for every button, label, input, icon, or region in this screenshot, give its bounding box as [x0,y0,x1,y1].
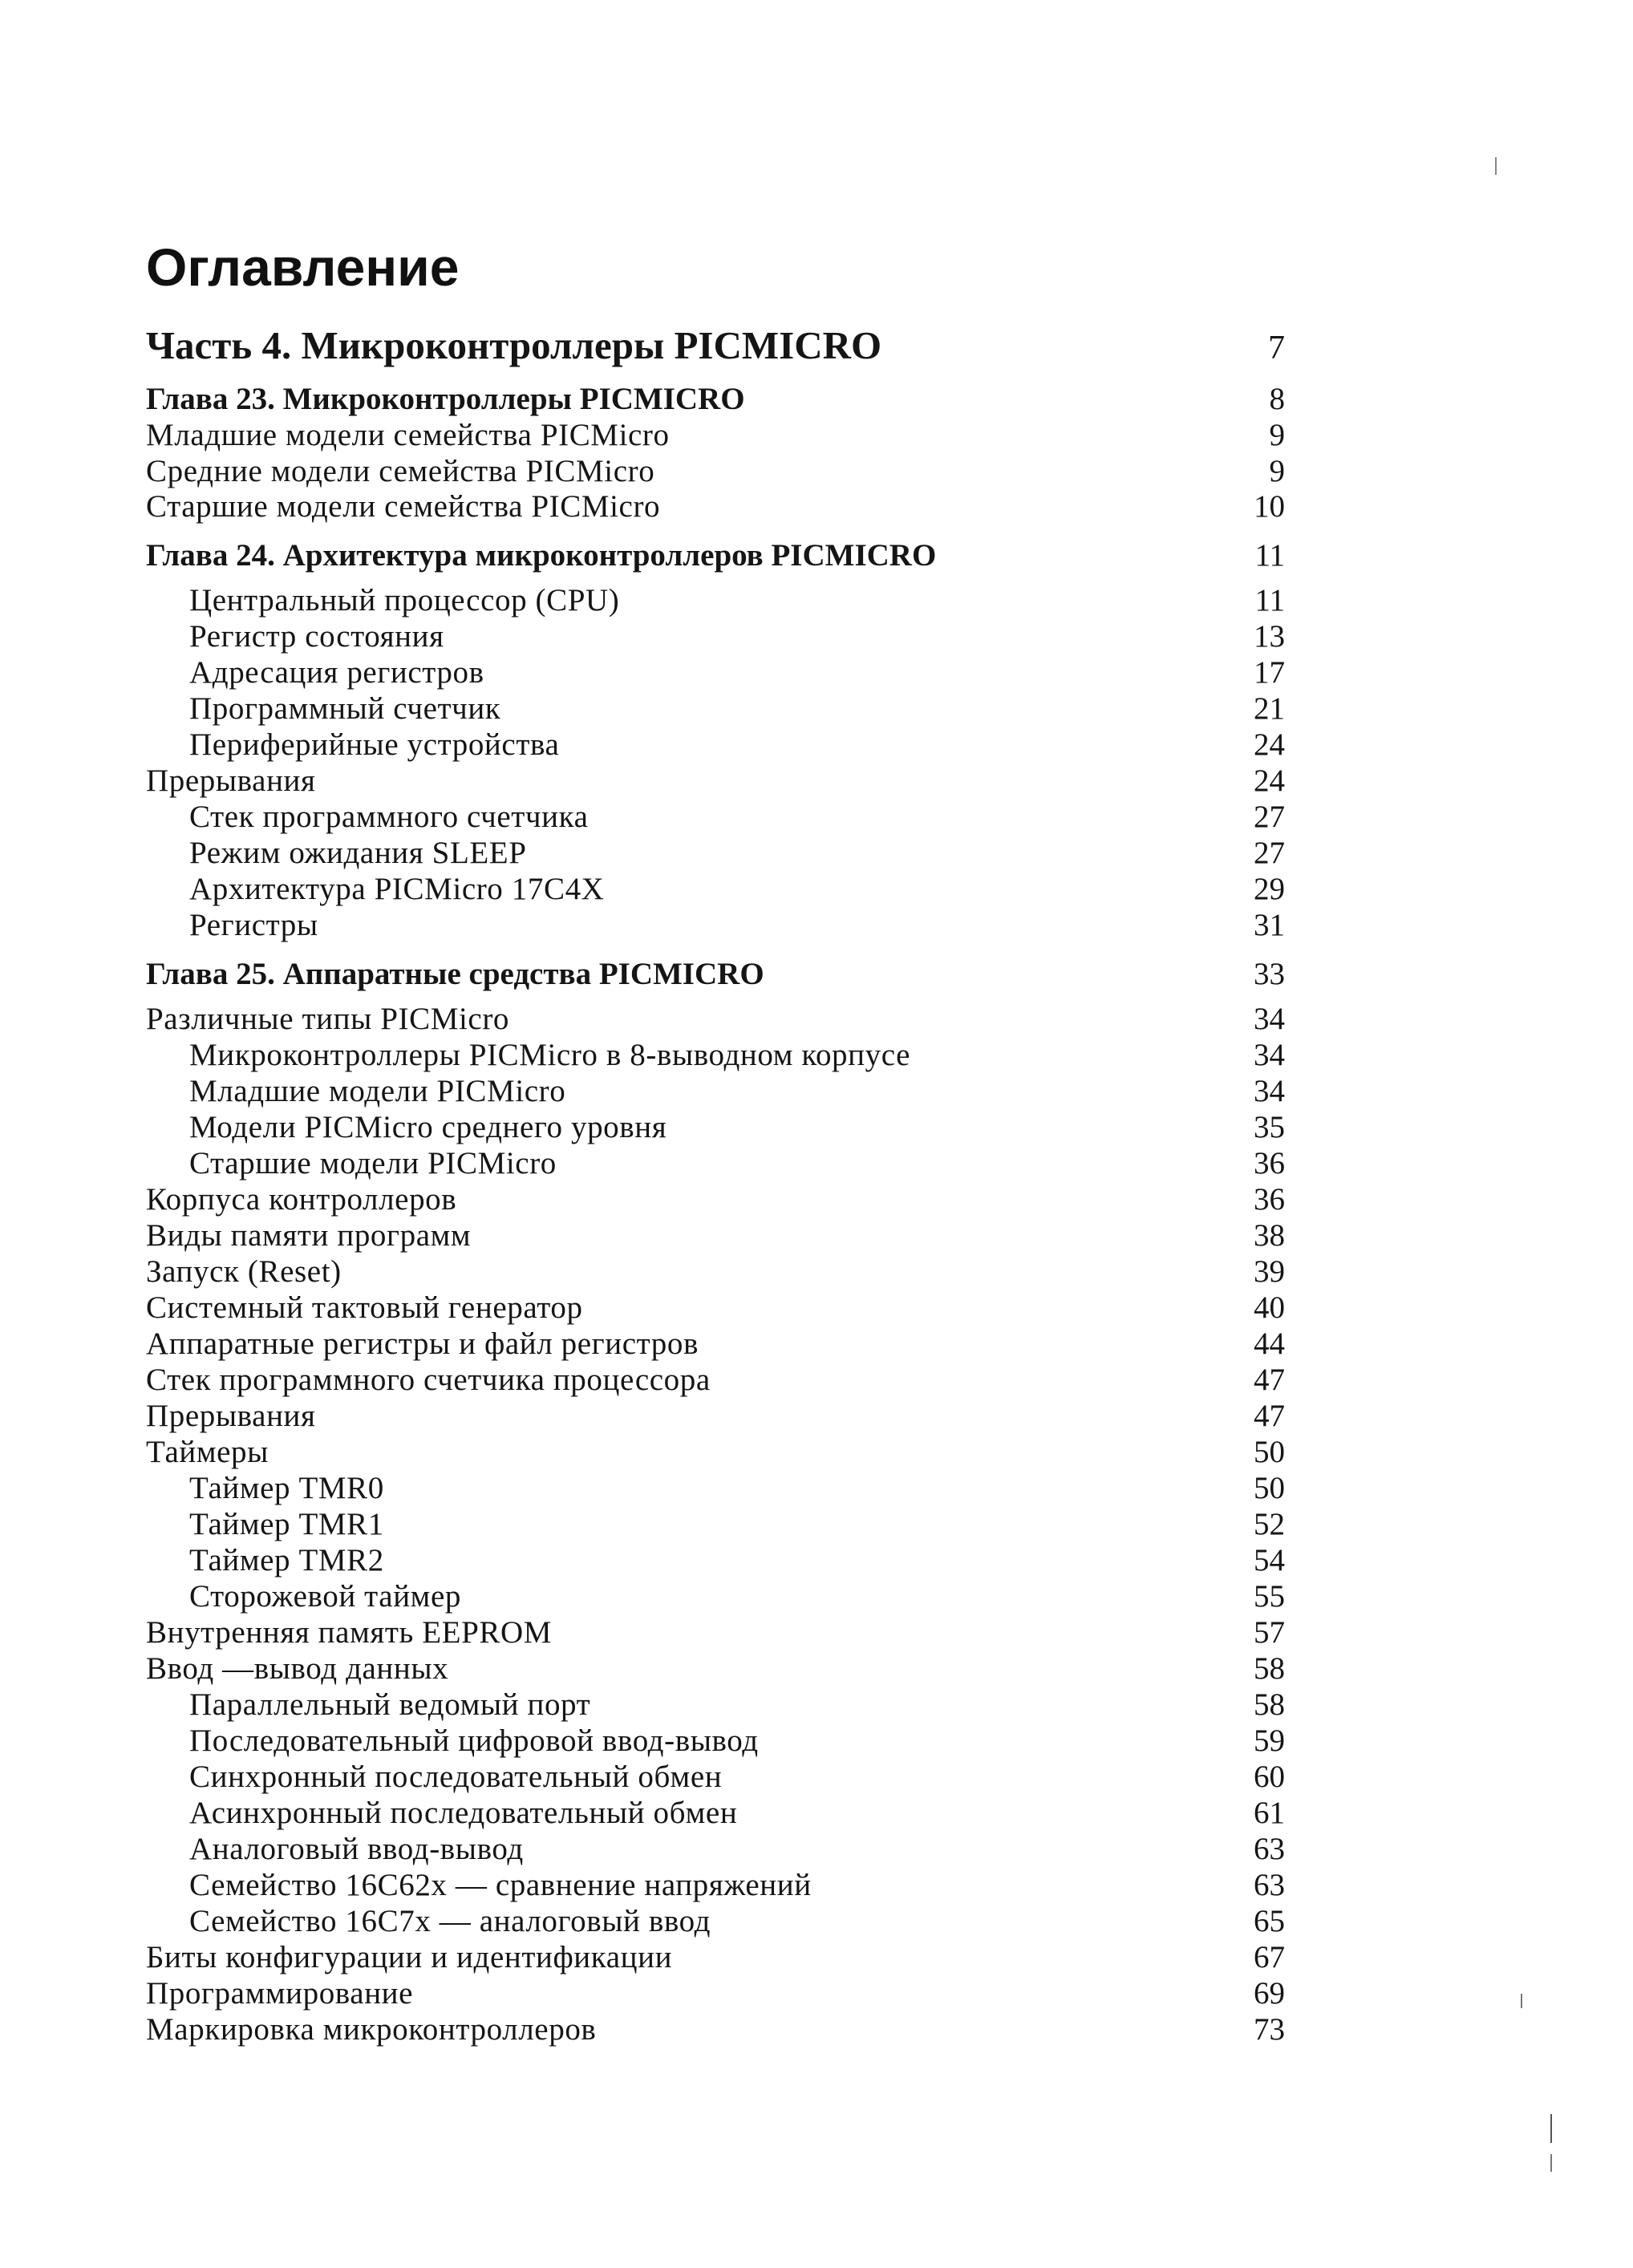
toc-entry [146,1608,1285,1648]
toc-entry-title: Аппаратные регистры и файл регистров [146,1326,699,1361]
toc-entry-page: 21 [1254,691,1285,726]
toc-entry [146,447,1285,487]
toc-entry [146,901,1285,941]
toc-entry-page: 29 [1254,872,1285,906]
toc-entry-page: 35 [1254,1110,1285,1144]
toc-entry [146,1680,1285,1720]
toc-entry-page: 44 [1254,1326,1285,1361]
toc-entry-page: 9 [1269,454,1285,488]
toc-entry-title: Таймер TMR0 [189,1471,384,1505]
toc-entry-title: Аналоговый ввод-вывод [189,1832,524,1866]
toc-entry [146,1211,1285,1251]
toc-entry [146,1861,1285,1901]
toc-entry-title: Глава 23. Микроконтроллеры PICMICRO [146,382,745,416]
toc-entry-title: Глава 24. Архитектура микроконтроллеров PICMICRO [146,538,937,573]
toc-entry-title: Адресация регистров [189,655,484,690]
toc-entry [146,1536,1285,1576]
toc-entry-title: Запуск (Reset) [146,1254,342,1289]
toc-entry-title: Различные типы PICMicro [146,1002,510,1036]
toc-entry-page: 54 [1254,1543,1285,1577]
toc-entry-page: 17 [1254,655,1285,690]
toc-entry-title: Младшие модели PICMicro [189,1074,566,1108]
toc-entry-page: 34 [1254,1002,1285,1036]
toc-entry-page: 36 [1254,1146,1285,1181]
toc-entry [146,1788,1285,1829]
scan-mark [1550,2154,1552,2172]
toc-entry-page: 36 [1254,1182,1285,1217]
toc-entry-title: Виды памяти программ [146,1218,472,1253]
toc-entry [146,1319,1285,1359]
toc-entry-page: 7 [1268,330,1285,367]
toc-entry-page: 34 [1254,1074,1285,1108]
toc-entry [146,325,1285,365]
toc-entry-title: Архитектура PICMicro 17C4X [189,872,605,906]
toc-entry [146,1464,1285,1504]
toc-entry-page: 67 [1254,1940,1285,1974]
toc-entry-page: 38 [1254,1218,1285,1253]
toc-entry-title: Таймер TMR1 [189,1507,384,1541]
toc-entry [146,1897,1285,1937]
toc-entry-title: Микроконтроллеры PICMicro в 8-выводном корпусе [189,1038,911,1072]
toc-entry-page: 13 [1254,619,1285,654]
toc-entry-page: 69 [1254,1976,1285,2011]
toc-entry [146,1391,1285,1432]
toc-entry [146,482,1285,522]
toc-entry [146,1500,1285,1540]
toc-entry-title: Внутренняя память EEPROM [146,1615,553,1650]
toc-entry-title: Старшие модели PICMicro [189,1146,557,1181]
toc-entry-title: Системный тактовый генератор [146,1290,583,1325]
toc-entry-title: Корпуса контроллеров [146,1182,457,1217]
toc-entry-title: Часть 4. Микроконтроллеры PICMICRO [146,323,882,367]
toc-entry [146,1283,1285,1323]
toc-entry-page: 50 [1254,1435,1285,1469]
toc-entry-page: 24 [1254,763,1285,798]
toc-entry-title: Параллельный ведомый порт [189,1687,591,1722]
toc-entry [146,1716,1285,1756]
toc-entry [146,1644,1285,1684]
toc-entry-page: 47 [1254,1363,1285,1397]
scan-mark [1550,2114,1552,2143]
toc-entry [146,531,1285,571]
toc-entry [146,1067,1285,1107]
toc-entry [146,684,1285,724]
toc-entry [146,612,1285,652]
toc-entry [146,994,1285,1035]
scan-mark [1495,157,1497,175]
toc-entry [146,1428,1285,1468]
toc-entry-page: 57 [1254,1615,1285,1650]
toc-entry-page: 50 [1254,1471,1285,1505]
toc-entry-title: Центральный процессор (CPU) [189,583,620,618]
toc-entry-page: 27 [1254,836,1285,870]
toc-entry [146,1572,1285,1612]
toc-entry-title: Средние модели семейства PICMicro [146,454,655,488]
page-title: Оглавление [146,237,460,297]
toc-entry-page: 55 [1254,1579,1285,1614]
toc-entry-page: 24 [1254,727,1285,762]
toc-entry-page: 40 [1254,1290,1285,1325]
toc-entry [146,375,1285,415]
toc-entry-title: Синхронный последовательный обмен [189,1760,723,1794]
toc-entry-page: 10 [1254,489,1285,524]
toc-entry [146,1139,1285,1179]
toc-entry-title: Семейство 16C7x — аналоговый ввод [189,1904,711,1938]
toc-entry-page: 63 [1254,1832,1285,1866]
toc-entry-page: 27 [1254,800,1285,834]
toc-entry-title: Последовательный цифровой ввод-вывод [189,1723,759,1758]
toc-entry-page: 47 [1254,1399,1285,1433]
toc-entry-page: 52 [1254,1507,1285,1541]
toc-entry-title: Ввод —вывод данных [146,1651,449,1686]
toc-entry-title: Глава 25. Аппаратные средства PICMICRO [146,957,764,991]
toc-entry-page: 39 [1254,1254,1285,1289]
toc-entry-title: Модели PICMicro среднего уровня [189,1110,667,1144]
toc-entry [146,648,1285,688]
toc-entry-page: 11 [1254,538,1285,573]
toc-entry-page: 58 [1254,1651,1285,1686]
toc-entry [146,576,1285,616]
toc-entry-page: 31 [1254,908,1285,942]
toc-entry-page: 65 [1254,1904,1285,1938]
scan-mark [1521,1994,1522,2008]
toc-entry-page: 59 [1254,1723,1285,1758]
toc-entry-title: Программный счетчик [189,691,501,726]
toc-entry-page: 34 [1254,1038,1285,1072]
toc-entry-title: Регистр состояния [189,619,444,654]
toc-entry-page: 9 [1269,418,1285,452]
toc-entry-page: 11 [1254,583,1285,618]
toc-entry [146,1031,1285,1071]
toc-entry-page: 58 [1254,1687,1285,1722]
toc-entry-title: Режим ожидания SLEEP [189,836,527,870]
toc-entry-title: Периферийные устройства [189,727,560,762]
toc-entry-title: Биты конфигурации и идентификации [146,1940,673,1974]
toc-entry-title: Маркировка микроконтроллеров [146,2012,597,2047]
toc-entry-title: Стек программного счетчика [189,800,589,834]
toc-entry-title: Регистры [189,908,318,942]
toc-entry [146,792,1285,832]
toc-entry-page: 60 [1254,1760,1285,1794]
toc-entry [146,1825,1285,1865]
toc-entry [146,1175,1285,1215]
toc-entry-page: 73 [1254,2012,1285,2047]
toc-entry-page: 63 [1254,1868,1285,1902]
toc-entry-title: Прерывания [146,1399,316,1433]
toc-entry-title: Стек программного счетчика процессора [146,1363,711,1397]
toc-entry [146,756,1285,796]
toc-entry [146,1752,1285,1792]
toc-entry-title: Сторожевой таймер [189,1579,461,1614]
toc-entry-page: 8 [1269,382,1285,416]
toc-entry [146,1355,1285,1395]
toc-entry [146,865,1285,905]
toc-entry-page: 61 [1254,1796,1285,1830]
table-of-contents [146,0,1285,2268]
toc-entry [146,1103,1285,1143]
toc-entry-title: Прерывания [146,763,316,798]
toc-entry [146,828,1285,869]
toc-entry [146,950,1285,990]
toc-entry-title: Старшие модели семейства PICMicro [146,489,661,524]
toc-entry-title: Таймер TMR2 [189,1543,384,1577]
toc-entry-title: Асинхронный последовательный обмен [189,1796,738,1830]
toc-entry [146,720,1285,760]
toc-entry-title: Младшие модели семейства PICMicro [146,418,670,452]
toc-entry-page: 33 [1254,957,1285,991]
toc-entry [146,411,1285,451]
toc-entry-title: Программирование [146,1976,414,2011]
toc-entry [146,2005,1285,2045]
toc-entry-title: Таймеры [146,1435,269,1469]
toc-entry [146,1969,1285,2009]
toc-entry-title: Семейство 16C62x — сравнение напряжений [189,1868,812,1902]
toc-entry [146,1247,1285,1287]
toc-entry [146,1933,1285,1973]
